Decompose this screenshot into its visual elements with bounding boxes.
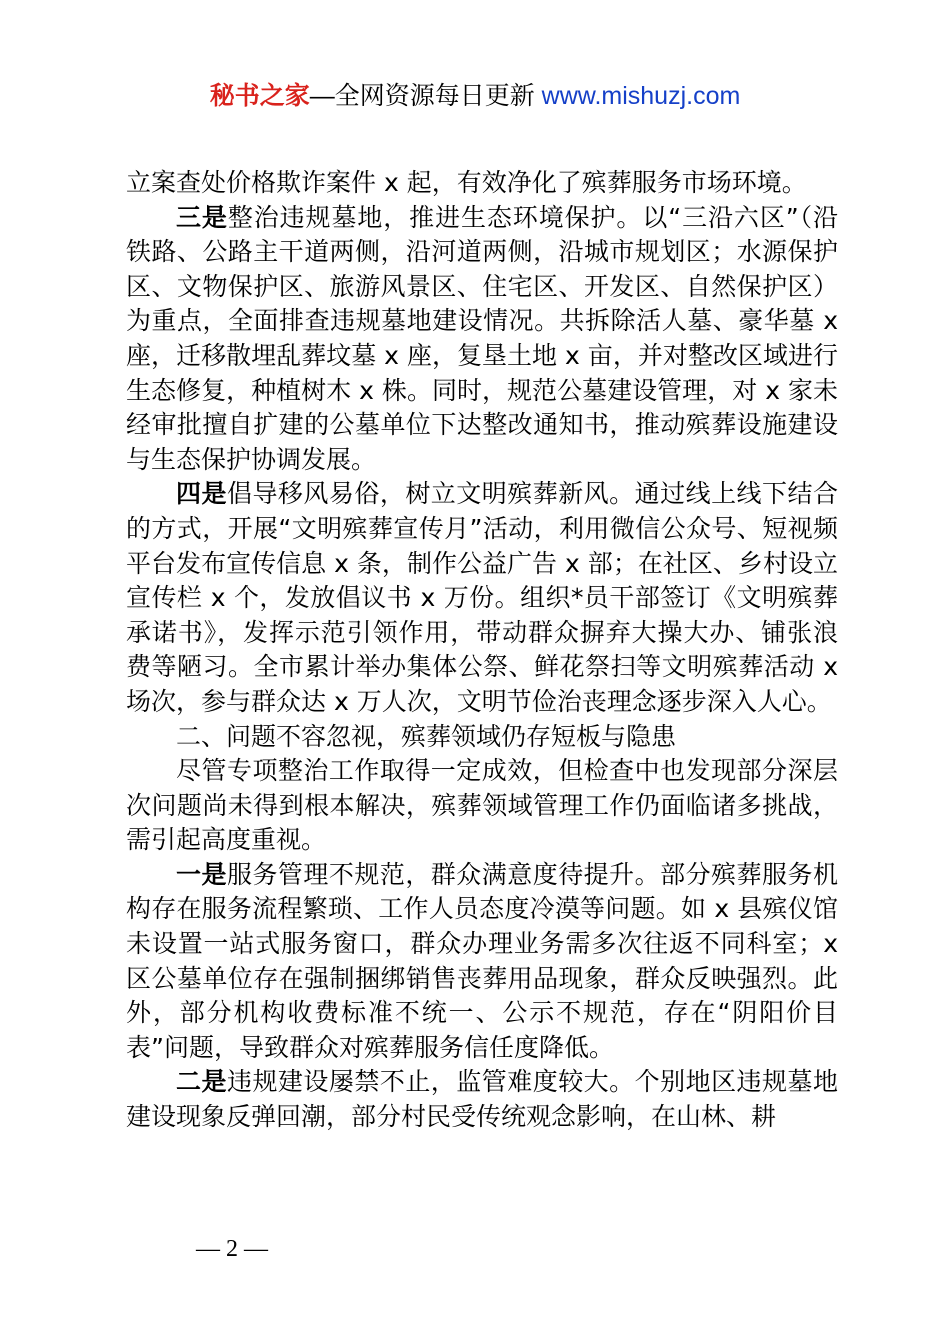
paragraph-issue-one: [126, 858, 838, 1066]
section-heading-text: 二、问题不容忽视，殡葬领域仍存短板与隐患: [176, 721, 677, 751]
paragraph-point-four: [126, 477, 838, 719]
document-body: [126, 166, 838, 1135]
paragraph-lead: 二是: [176, 1067, 227, 1097]
paragraph-text: 服务管理不规范，群众满意度待提升。部分殡葬服务机构存在服务流程繁琐、工作人员态度冷漠等问题。如 x 县殡仪馆未设置一站式服务窗口，群众办理业务需多次往返不同科室；x 区公墓单位存在强制捆绑销售丧葬用品现象，群众反映强烈。此外，部分机构收费标准不统一、公示不规范，存在“阴阳价目表”问题，导致群众对殡葬服务信任度降低。: [126, 859, 838, 1062]
paragraph-lead: 三是: [176, 202, 228, 232]
paragraph-text: 整治违规墓地，推进生态环境保护。以“三沿六区”（沿铁路、公路主干道两侧，沿河道两侧，沿城市规划区；水源保护区、文物保护区、旅游风景区、住宅区、开发区、自然保护区）为重点，全面排查违规墓地建设情况。共拆除活人墓、豪华墓 x 座，迁移散埋乱葬坟墓 x 座，复垦土地 x 亩，并对整改区域进行生态修复，种植树木 x 株。同时，规范公墓建设管理，对 x 家未经审批擅自扩建的公墓单位下达整改通知书，推动殡葬设施建设与生态保护协调发展。: [126, 202, 838, 474]
site-header: [0, 80, 950, 112]
paragraph-point-three: [126, 201, 838, 478]
paragraph-lead: 四是: [176, 479, 227, 509]
section-heading: [126, 720, 838, 755]
paragraph-text: 违规建设屡禁不止，监管难度较大。个别地区违规墓地建设现象反弹回潮，部分村民受传统观念影响，在山林、耕: [126, 1067, 838, 1132]
paragraph-text: 立案查处价格欺诈案件 x 起，有效净化了殡葬服务市场环境。: [126, 168, 807, 197]
page-number: — 2 —: [196, 1236, 268, 1262]
header-url-link[interactable]: www.mishuzj.com: [541, 82, 741, 110]
paragraph-intro: [126, 754, 838, 858]
header-slogan: —全网资源每日更新: [309, 82, 542, 110]
paragraph-continued: [126, 166, 838, 201]
paragraph-lead: 一是: [176, 859, 227, 889]
paragraph-text: 尽管专项整治工作取得一定成效，但检查中也发现部分深层次问题尚未得到根本解决，殡葬领域管理工作仍面临诸多挑战，需引起高度重视。: [126, 756, 838, 855]
paragraph-text: 倡导移风易俗，树立文明殡葬新风。通过线上线下结合的方式，开展“文明殡葬宣传月”活动，利用微信公众号、短视频平台发布宣传信息 x 条，制作公益广告 x 部；在社区、乡村设立宣传栏 x 个，发放倡议书 x 万份。组织*员干部签订《文明殡葬承诺书》，发挥示范引领作用，带动群众摒弃大操大办、铺张浪费等陋习。全市累计举办集体公祭、鲜花祭扫等文明殡葬活动 x 场次，参与群众达 x 万人次，文明节俭治丧理念逐步深入人心。: [126, 479, 838, 716]
header-brand: 秘书之家: [209, 82, 310, 110]
paragraph-issue-two: [126, 1065, 838, 1134]
